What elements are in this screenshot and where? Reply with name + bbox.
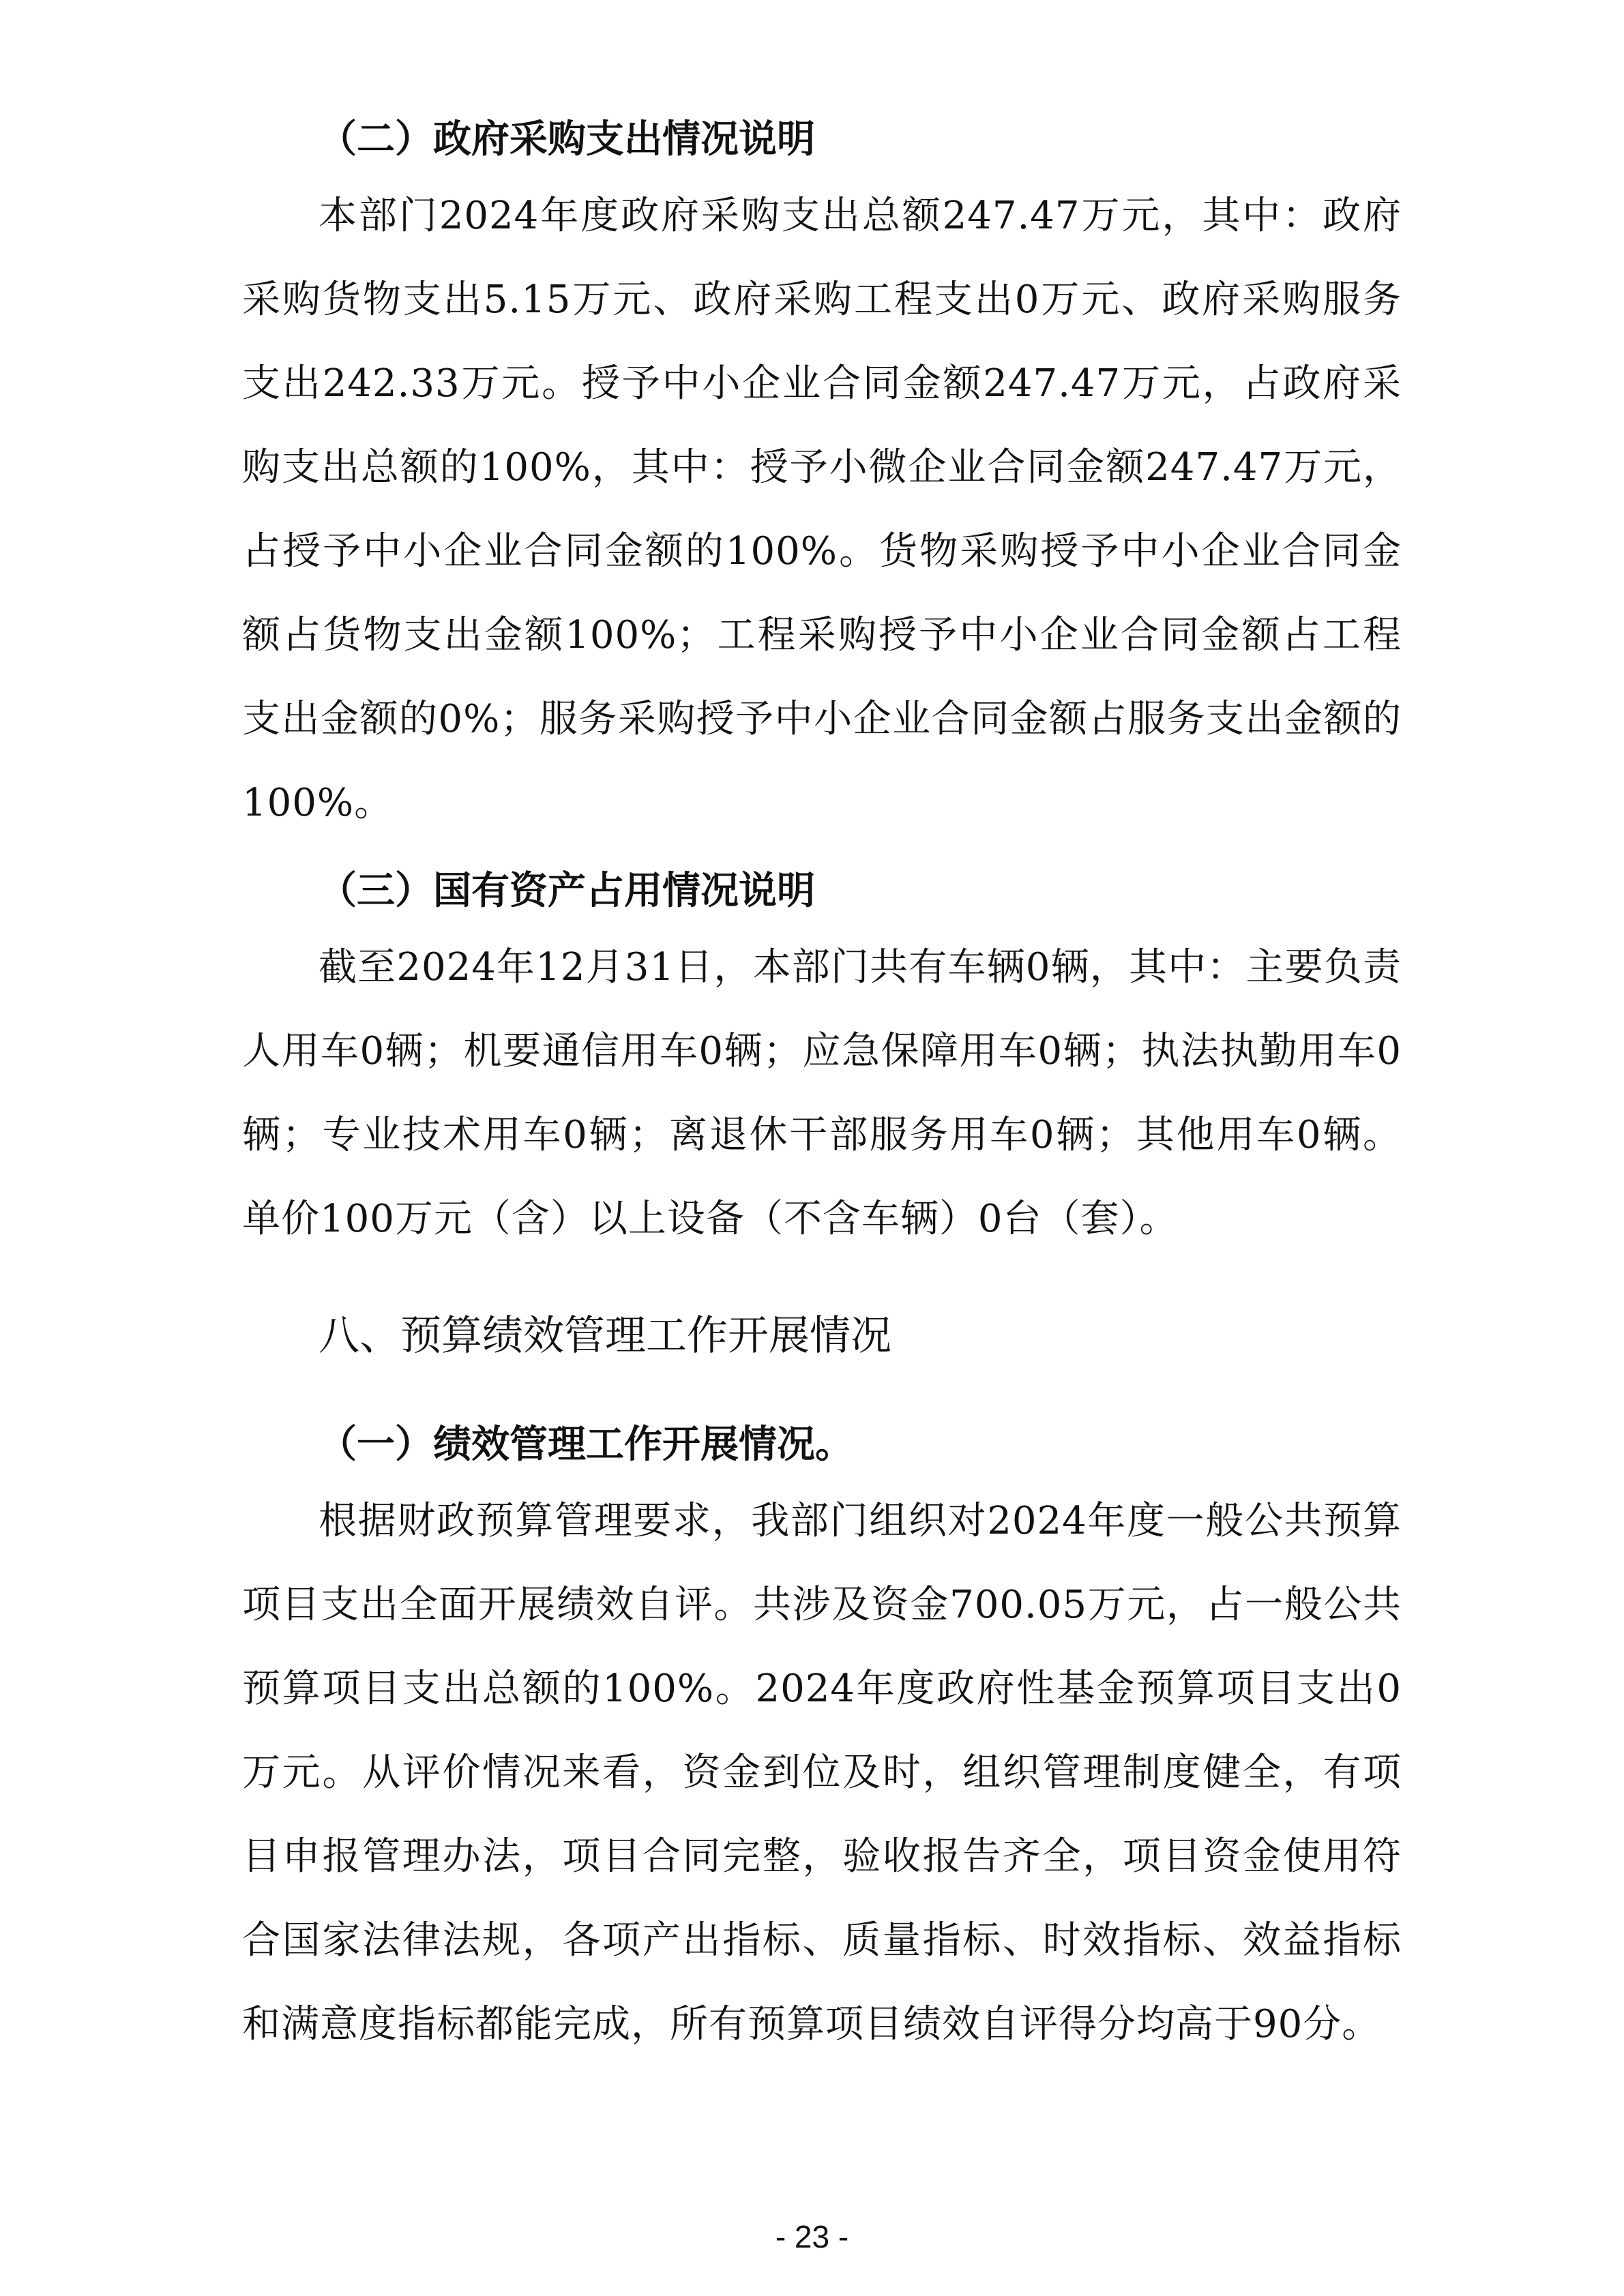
section-state-assets xyxy=(242,857,1402,1261)
chapter-heading-performance: 八、预算绩效管理工作开展情况 xyxy=(319,1312,891,1360)
paragraph-performance: 根据财政预算管理要求，我部门组织对2024年度一般公共预算项目支出全面开展绩效自评。共涉及资金700.05万元，占一般公共预算项目支出总额的100%。2024年度政府性基金预算项目支出0万元。从评价情况来看，资金到位及时，组织管理制度健全，有项目申报管理办法，项目合同完整，验收报告齐全，项目资金使用符合国家法律法规，各项产出指标、质量指标、时效指标、效益指标和满意度指标都能完成，所有预算项目绩效自评得分均高于90分。 xyxy=(242,1499,1402,2046)
section-heading-performance: （一）绩效管理工作开展情况。 xyxy=(319,1422,853,1467)
section-heading-gov-procurement: （二）政府采购支出情况说明 xyxy=(319,117,815,162)
page-content xyxy=(242,106,1402,2066)
spacer xyxy=(242,1261,1402,1302)
section-gov-procurement xyxy=(242,106,1402,845)
paragraph-state-assets: 截至2024年12月31日，本部门共有车辆0辆，其中：主要负责人用车0辆；机要通信用车0辆；应急保障用车0辆；执法执勤用车0辆；专业技术用车0辆；离退休干部服务用车0辆；其他用车0辆。单价100万元（含）以上设备（不含车辆）0台（套）。 xyxy=(242,945,1402,1241)
page-number: - 23 - xyxy=(775,2219,849,2254)
spacer xyxy=(242,845,1402,857)
section-heading-state-assets: （三）国有资产占用情况说明 xyxy=(319,869,815,913)
paragraph-gov-procurement: 本部门2024年度政府采购支出总额247.47万元，其中：政府采购货物支出5.15万元、政府采购工程支出0万元、政府采购服务支出242.33万元。授予中小企业合同金额247.47万元，占政府采购支出总额的100%，其中：授予小微企业合同金额247.47万元，占授予中小企业合同金额的100%。货物采购授予中小企业合同金额占货物支出金额100%；工程采购授予中小企业合同金额占工程支出金额的0%；服务采购授予中小企业合同金额占服务支出金额的100%。 xyxy=(242,194,1402,825)
section-performance xyxy=(242,1302,1402,2066)
spacer xyxy=(242,1370,1402,1411)
